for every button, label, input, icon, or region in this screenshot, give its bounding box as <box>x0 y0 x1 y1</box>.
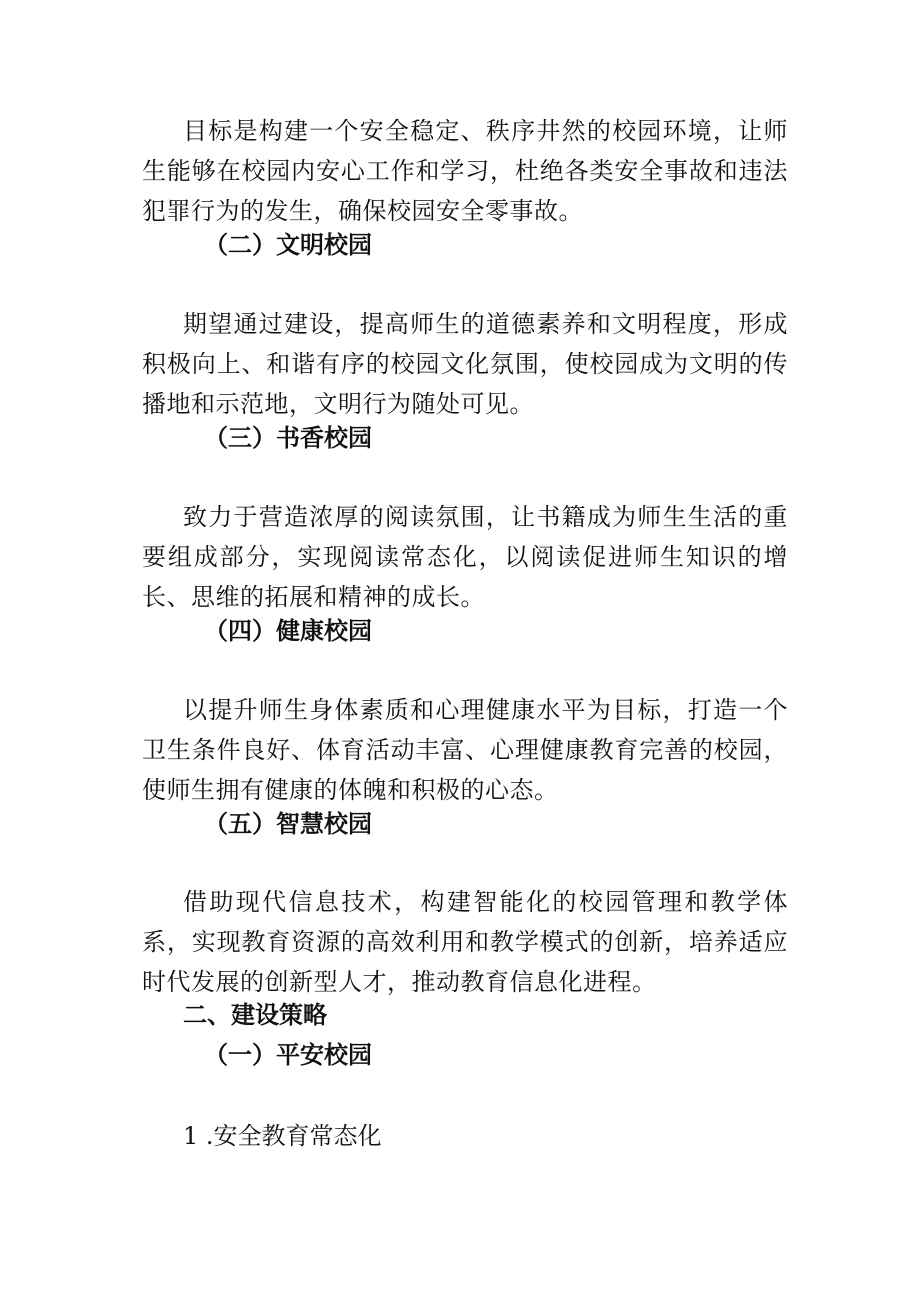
heading-scholarly-campus: （三）书香校园 <box>204 424 372 452</box>
paragraph-scholarly-campus: 致力于营造浓厚的阅读氛围，让书籍成为师生生活的重要组成部分，实现阅读常态化，以阅读促进师生知识的增长、思维的拓展和精神的成长。 <box>142 503 788 611</box>
heading-healthy-campus: （四）健康校园 <box>204 617 372 645</box>
paragraph-civilized-campus: 期望通过建设，提高师生的道德素养和文明程度，形成积极向上、和谐有序的校园文化氛围，使校园成为文明的传播地和示范地，文明行为随处可见。 <box>142 310 788 418</box>
paragraph-smart-campus: 借助现代信息技术，构建智能化的校园管理和教学体系，实现教育资源的高效利用和教学模式的创新，培养适应时代发展的创新型人才，推动教育信息化进程。 <box>142 888 788 996</box>
paragraph-healthy-campus: 以提升师生身体素质和心理健康水平为目标，打造一个卫生条件良好、体育活动丰富、心理健康教育完善的校园，使师生拥有健康的体魄和积极的心态。 <box>142 696 788 804</box>
list-item-safety-education: 1 .安全教育常态化 <box>183 1122 382 1150</box>
heading-smart-campus: （五）智慧校园 <box>204 810 372 838</box>
heading-safe-campus: （一）平安校园 <box>204 1041 372 1069</box>
paragraph-safety-goal: 目标是构建一个安全稳定、秩序井然的校园环境，让师生能够在校园内安心工作和学习，杜绝各类安全事故和违法犯罪行为的发生，确保校园安全零事故。 <box>142 117 788 225</box>
heading-construction-strategy: 二、建设策略 <box>183 1001 327 1029</box>
heading-civilized-campus: （二）文明校园 <box>204 231 372 259</box>
